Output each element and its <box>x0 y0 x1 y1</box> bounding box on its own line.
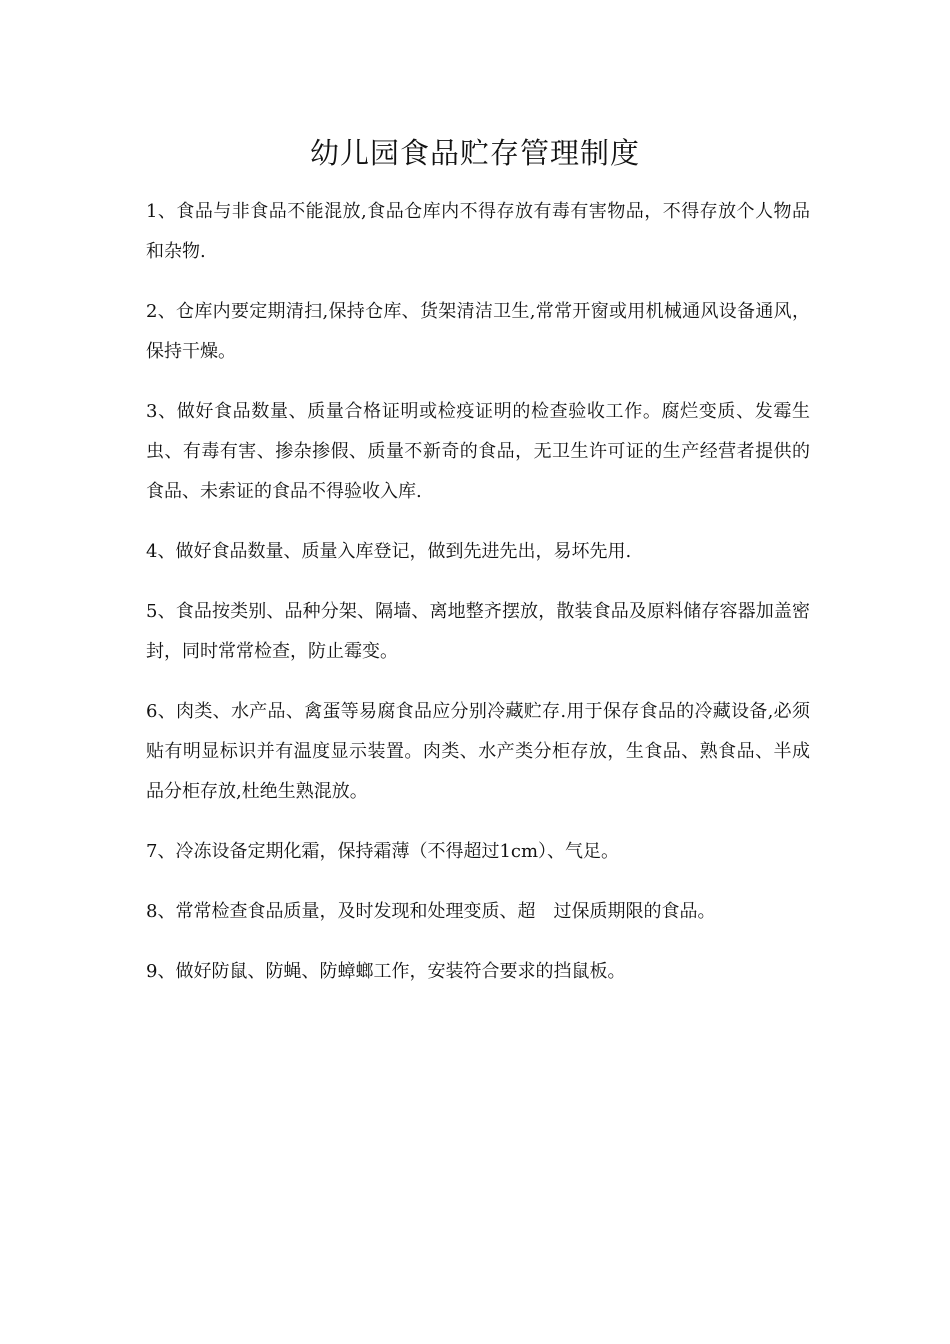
rule-item-6: 6、肉类、水产品、禽蛋等易腐食品应分别冷藏贮存.用于保存食品的冷藏设备,必须贴有明显标识并有温度显示装置。肉类、水产类分柜存放，生食品、熟食品、半成品分柜存放,杜绝生熟混放。 <box>146 701 810 802</box>
rule-item-1: 1、食品与非食品不能混放,食品仓库内不得存放有毒有害物品，不得存放个人物品和杂物. <box>146 201 810 262</box>
rules-list <box>146 192 810 1012</box>
rule-item-9: 9、做好防鼠、防蝇、防蟑螂工作，安装符合要求的挡鼠板。 <box>146 961 626 982</box>
document-title: 幼儿园食品贮存管理制度 <box>309 136 640 170</box>
rule-item-3: 3、做好食品数量、质量合格证明或检疫证明的检查验收工作。腐烂变质、发霉生虫、有毒有害、掺杂掺假、质量不新奇的食品，无卫生许可证的生产经营者提供的食品、未索证的食品不得验收入库. <box>146 401 810 502</box>
rule-item-4: 4、做好食品数量、质量入库登记，做到先进先出，易坏先用. <box>146 541 632 562</box>
rule-item-8: 8、常常检查食品质量，及时发现和处理变质、超 过保质期限的食品。 <box>146 901 716 922</box>
rule-item-5: 5、食品按类别、品种分架、隔墙、离地整齐摆放，散装食品及原料储存容器加盖密封，同时常常检查，防止霉变。 <box>146 601 810 662</box>
rule-item-7: 7、冷冻设备定期化霜，保持霜薄（不得超过1cm）、气足。 <box>146 841 620 862</box>
rule-item-2: 2、仓库内要定期清扫,保持仓库、货架清洁卫生,常常开窗或用机械通风设备通风，保持干燥。 <box>146 301 810 362</box>
